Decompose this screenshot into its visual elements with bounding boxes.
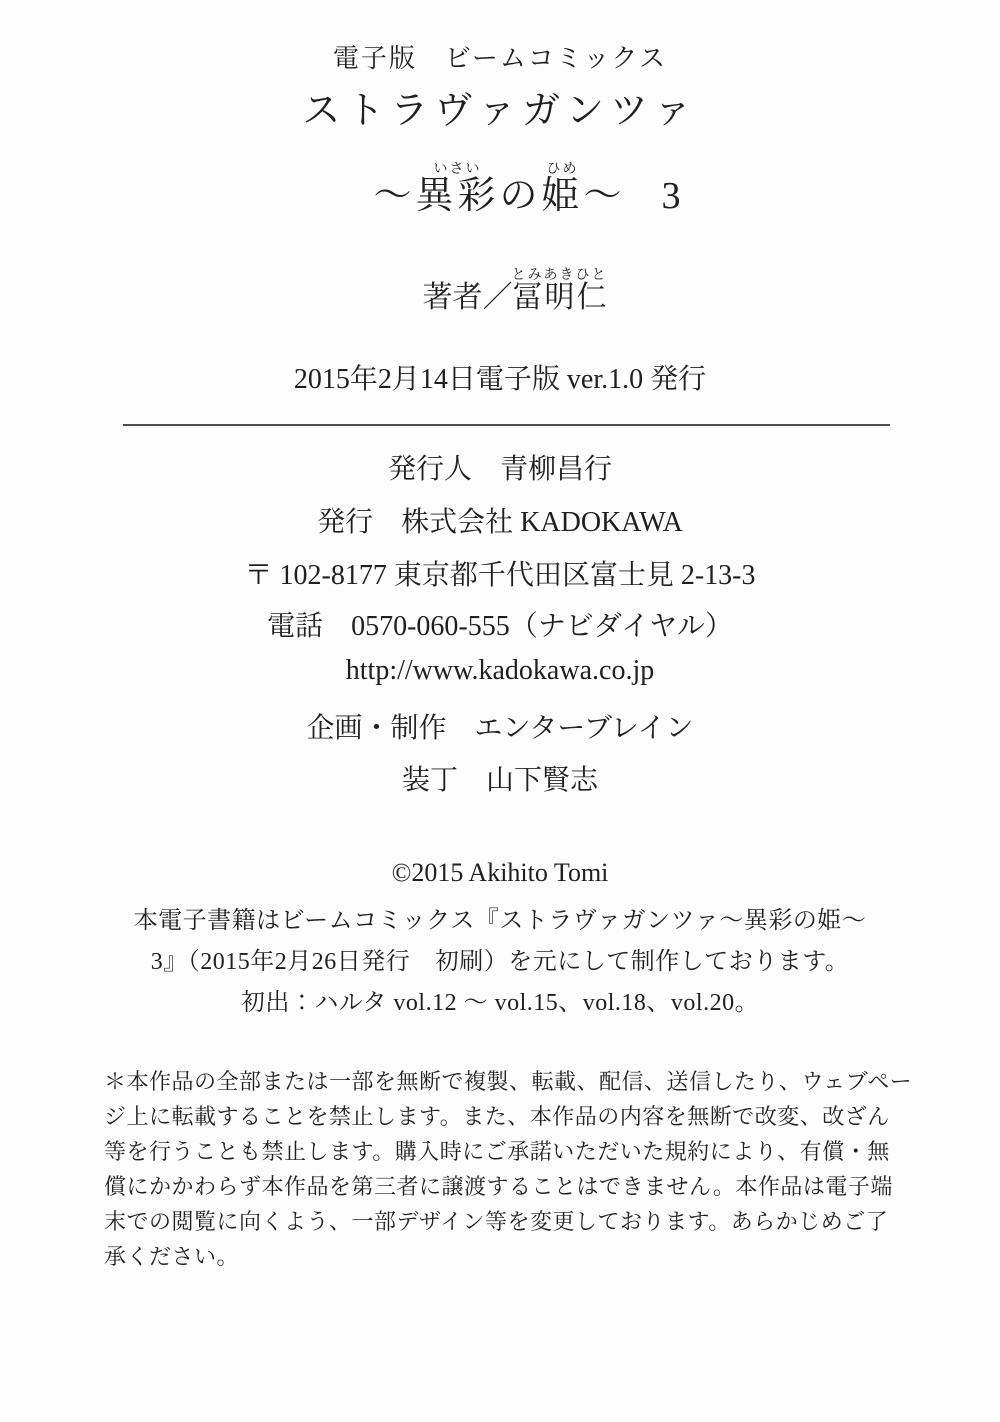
source-note-line: 3』（2015年2月26日発行 初刷）を元にして制作しております。: [150, 949, 850, 975]
publisher-address: 〒 102-8177 東京都千代田区富士見 2-13-3: [244, 560, 756, 591]
legal-notice-line: 承ください。: [104, 1244, 240, 1269]
publisher-line: 発行 株式会社 KADOKAWA: [317, 507, 683, 538]
edition-label: 電子版 ビームコミックス: [332, 44, 668, 73]
author-label: 著者／: [422, 281, 513, 314]
legal-notice-line: ＊本作品の全部または一部を無断で複製、転載、配信、送信したり、ウェブペー: [104, 1069, 913, 1094]
source-note-line: 本電子書籍はビームコミックス『ストラヴァガンツァ～異彩の姫～: [133, 908, 867, 934]
book-title: ストラヴァガンツァ: [302, 90, 698, 132]
legal-notice-line: 等を行うことも禁止します。購入時にご承諾いただいた規約により、有償・無: [104, 1139, 890, 1164]
divider-rule: [123, 424, 890, 426]
author-name: 冨明仁とみあきひと: [511, 268, 608, 314]
book-subtitle: [0, 124, 1000, 253]
legal-notice-line: 末での閲覧に向くよう、一部デザイン等を変更しております。あらかじめご了: [104, 1209, 889, 1234]
subtitle-furigana-isai: いさい: [415, 162, 500, 177]
legal-notice: [104, 1064, 913, 1274]
author-line: [0, 238, 1000, 343]
subtitle-particle: の: [499, 175, 542, 217]
subtitle-tilde-open: ～: [373, 175, 416, 217]
volume-number: 3: [661, 175, 681, 217]
production-line: 企画・制作 エンターブレイン: [306, 713, 694, 744]
first-publication-line: 初出：ハルタ vol.12 ～ vol.15、vol.18、vol.20。: [240, 990, 760, 1016]
subtitle-word-isai: 異彩いさい: [415, 162, 500, 217]
copyright-line: ©2015 Akihito Tomi: [391, 858, 609, 887]
publisher-phone: 電話 0570-060-555（ナビダイヤル）: [267, 611, 733, 642]
release-date-line: 2015年2月14日電子版 ver.1.0 発行: [293, 364, 707, 395]
subtitle-furigana-hime: ひめ: [541, 162, 584, 177]
publisher-url: http://www.kadokawa.co.jp: [345, 655, 655, 686]
issuer-line: 発行人 青柳昌行: [387, 454, 612, 485]
subtitle-word-hime: 姫ひめ: [541, 162, 584, 217]
design-credit-line: 装丁 山下賢志: [401, 765, 598, 796]
legal-notice-line: 償にかかわらず本作品を第三者に譲渡することはできません。本作品は電子端: [104, 1174, 893, 1199]
legal-notice-line: ジ上に転載することを禁止します。また、本作品の内容を無断で改変、改ざん: [104, 1104, 890, 1129]
subtitle-tilde-close: ～: [583, 175, 626, 217]
author-furigana: とみあきひと: [511, 268, 608, 283]
